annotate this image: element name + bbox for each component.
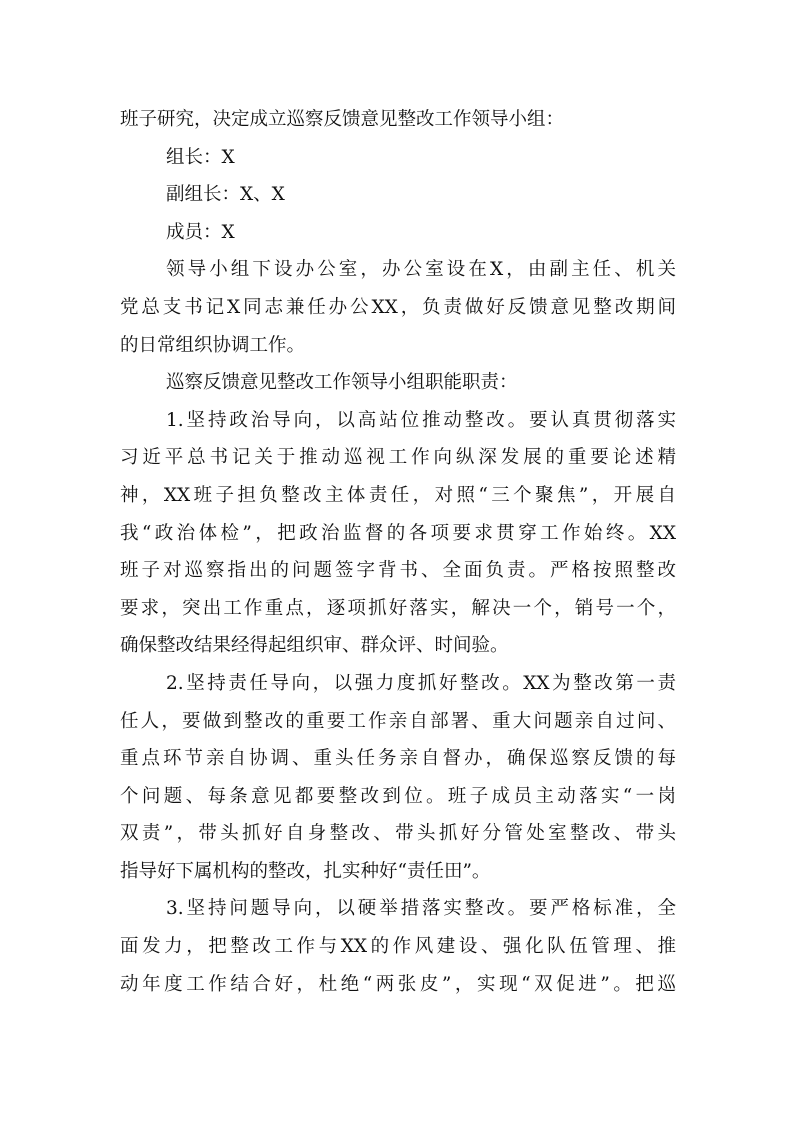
text-line: 党总支书记X同志兼任办公XX，负责做好反馈意见整改期间 bbox=[120, 296, 676, 318]
text-line: 副组长：X、X bbox=[166, 184, 285, 206]
text-line: 双责”，带头抓好自身整改、带头抓好分管处室整改、带头 bbox=[120, 823, 676, 845]
text-line: 班子研究，决定成立巡察反馈意见整改工作领导小组： bbox=[120, 109, 565, 130]
text-line: 面发力，把整改工作与XX的作风建设、强化队伍管理、推 bbox=[120, 936, 676, 958]
text-line: 确保整改结果经得起组织审、群众评、时间验。 bbox=[120, 635, 509, 657]
text-line: 要求，突出工作重点，逐项抓好落实，解决一个，销号一个， bbox=[120, 597, 676, 619]
text-line: 习近平总书记关于推动巡视工作向纵深发展的重要论述精 bbox=[120, 447, 676, 469]
text-line: 组长：X bbox=[166, 146, 235, 168]
text-line: 成员：X bbox=[166, 221, 235, 243]
text-line: 班子对巡察指出的问题签字背书、全面负责。严格按照整改 bbox=[120, 560, 676, 582]
text-line: 重点环节亲自协调、重头任务亲自督办，确保巡察反馈的每 bbox=[120, 748, 676, 770]
text-line: 动年度工作结合好，杜绝“两张皮”，实现“双促进”。把巡 bbox=[120, 973, 676, 995]
text-line: 的日常组织协调工作。 bbox=[120, 334, 306, 356]
document-body bbox=[120, 101, 676, 1003]
text-line: 1.坚持政治导向，以高站位推动整改。要认真贯彻落实 bbox=[166, 409, 676, 431]
text-line: 领导小组下设办公室，办公室设在X，由副主任、机关 bbox=[166, 259, 676, 281]
text-line: 指导好下属机构的整改，扎实种好“责任田”。 bbox=[120, 860, 491, 882]
text-line: 个问题、每条意见都要整改到位。班子成员主动落实“一岗 bbox=[120, 785, 676, 807]
text-line: 3.坚持问题导向，以硬举措落实整改。要严格标准，全 bbox=[166, 898, 676, 920]
text-line: 2.坚持责任导向，以强力度抓好整改。XX为整改第一责 bbox=[166, 672, 676, 694]
text-line: 我“政治体检”，把政治监督的各项要求贯穿工作始终。XX bbox=[120, 522, 676, 544]
text-line: 任人，要做到整改的重要工作亲自部署、重大问题亲自过问、 bbox=[120, 710, 676, 732]
text-line: 神，XX班子担负整改主体责任，对照“三个聚焦”，开展自 bbox=[120, 484, 676, 506]
text-line: 巡察反馈意见整改工作领导小组职能职责： bbox=[166, 372, 518, 394]
